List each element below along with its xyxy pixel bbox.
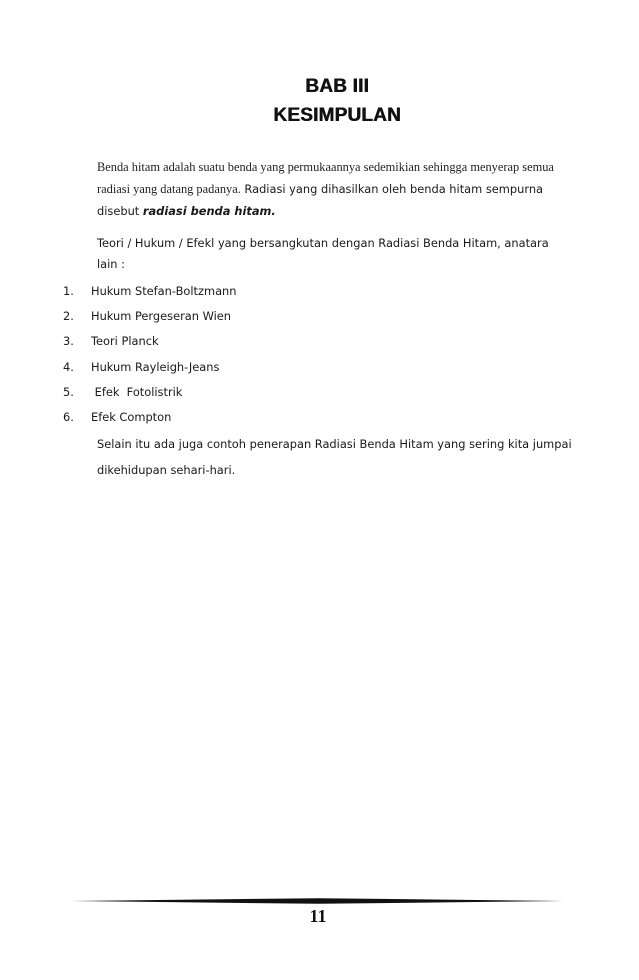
definition-paragraph: [97, 156, 567, 222]
chapter-title: KESIMPULAN: [273, 105, 401, 126]
list-item-label: Teori Planck: [91, 334, 159, 349]
list-item-label: Hukum Rayleigh-Jeans: [91, 359, 220, 374]
list-item-label: Efek Compton: [91, 409, 172, 424]
list-item-number: 2.: [63, 309, 74, 324]
definition-emphasis: radiasi benda hitam.: [142, 204, 276, 218]
list-item: [63, 332, 237, 357]
list-item-number: 5.: [63, 384, 74, 399]
list-item-number: 3.: [63, 334, 74, 349]
list-item: [63, 282, 237, 307]
theories-list: [63, 282, 237, 433]
page-number: 11: [309, 906, 327, 926]
list-item-label: Hukum Stefan-Boltzmann: [91, 284, 237, 298]
closing-paragraph: Selain itu ada juga contoh penerapan Radiasi Benda Hitam yang sering kita jumpai dikehidupan sehari-hari.: [97, 437, 572, 477]
list-item: [63, 408, 237, 433]
list-item-number: 1.: [63, 284, 74, 298]
list-item-number: 4.: [63, 359, 74, 374]
theories-intro-paragraph: Teori / Hukum / Efekl yang bersangkutan dengan Radiasi Benda Hitam, anatara lain :: [97, 236, 549, 271]
definition-text: Benda hitam adalah suatu benda yang permukaannya sedemikian sehingga menyerap semua radiasi yang datang padanya.: [97, 160, 554, 196]
definition-continuation: Radiasi yang dihasilkan oleh benda hitam sempurna disebut: [97, 182, 544, 218]
list-item: [63, 358, 237, 383]
list-item-label: Hukum Pergeseran Wien: [91, 309, 232, 324]
list-item-label: Efek Fotolistrik: [91, 384, 183, 399]
chapter-heading: BAB III: [305, 76, 369, 97]
list-item: [63, 307, 237, 332]
list-item: [63, 383, 237, 408]
list-item-number: 6.: [63, 409, 74, 424]
